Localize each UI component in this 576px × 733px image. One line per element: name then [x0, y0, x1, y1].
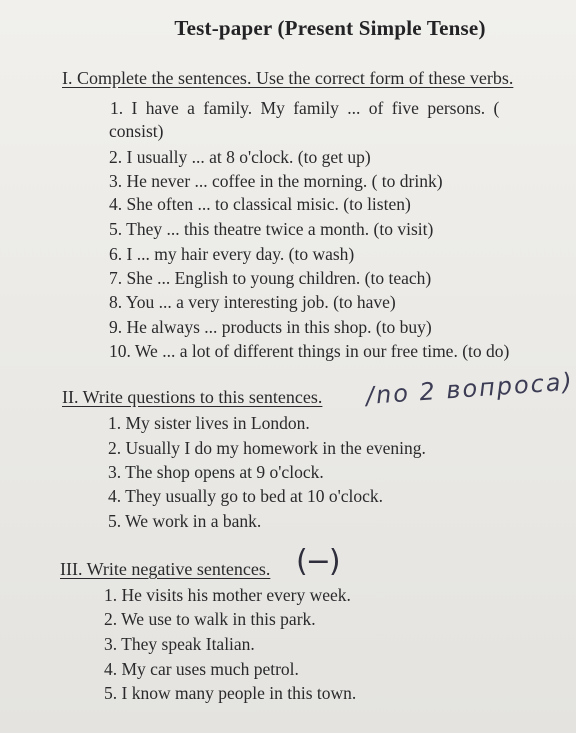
section-3-item-5: 5. I know many people in this town. [104, 683, 357, 703]
section-1-heading: I. Complete the sentences. Use the correct form of these verbs. [62, 68, 514, 88]
section-1-item-1: 1. I have a family. My family ... of five persons. ( [110, 98, 500, 118]
handwritten-note: /no 2 вопроса) [365, 367, 575, 410]
section-3-item-4: 4. My car uses much petrol. [104, 659, 299, 679]
section-1-item-8: 8. You ... a very interesting job. (to have) [109, 292, 396, 312]
section-2-item-1: 1. My sister lives in London. [108, 413, 310, 433]
section-3-heading: III. Write negative sentences. [60, 559, 271, 579]
section-1-item-5: 5. They ... this theatre twice a month. (to visit) [109, 219, 434, 239]
section-1-item-10: 10. We ... a lot of different things in our free time. (to do) [109, 341, 510, 361]
section-2-heading: II. Write questions to this sentences. [62, 387, 323, 407]
handwritten-minus-note: (−) [296, 544, 339, 579]
section-1-item-1-continuation: consist) [109, 121, 164, 141]
section-2-item-2: 2. Usually I do my homework in the evening. [108, 438, 426, 458]
page-title: Test-paper (Present Simple Tense) [174, 16, 486, 40]
section-2-item-5: 5. We work in a bank. [108, 511, 262, 531]
section-3-item-1: 1. He visits his mother every week. [104, 585, 351, 605]
section-1-item-2: 2. I usually ... at 8 o'clock. (to get up) [109, 147, 371, 167]
section-1-item-3: 3. He never ... coffee in the morning. ( to drink) [109, 171, 443, 191]
section-1-item-9: 9. He always ... products in this shop. (to buy) [109, 317, 432, 337]
section-1-item-6: 6. I ... my hair every day. (to wash) [109, 244, 355, 264]
section-1-item-7: 7. She ... English to young children. (to teach) [109, 268, 432, 288]
section-1-item-4: 4. She often ... to classical misic. (to listen) [109, 194, 411, 214]
section-2-item-3: 3. The shop opens at 9 o'clock. [108, 462, 324, 482]
section-3-item-2: 2. We use to walk in this park. [104, 609, 316, 629]
section-3-item-3: 3. They speak Italian. [104, 634, 255, 654]
section-2-item-4: 4. They usually go to bed at 10 o'clock. [108, 486, 384, 506]
